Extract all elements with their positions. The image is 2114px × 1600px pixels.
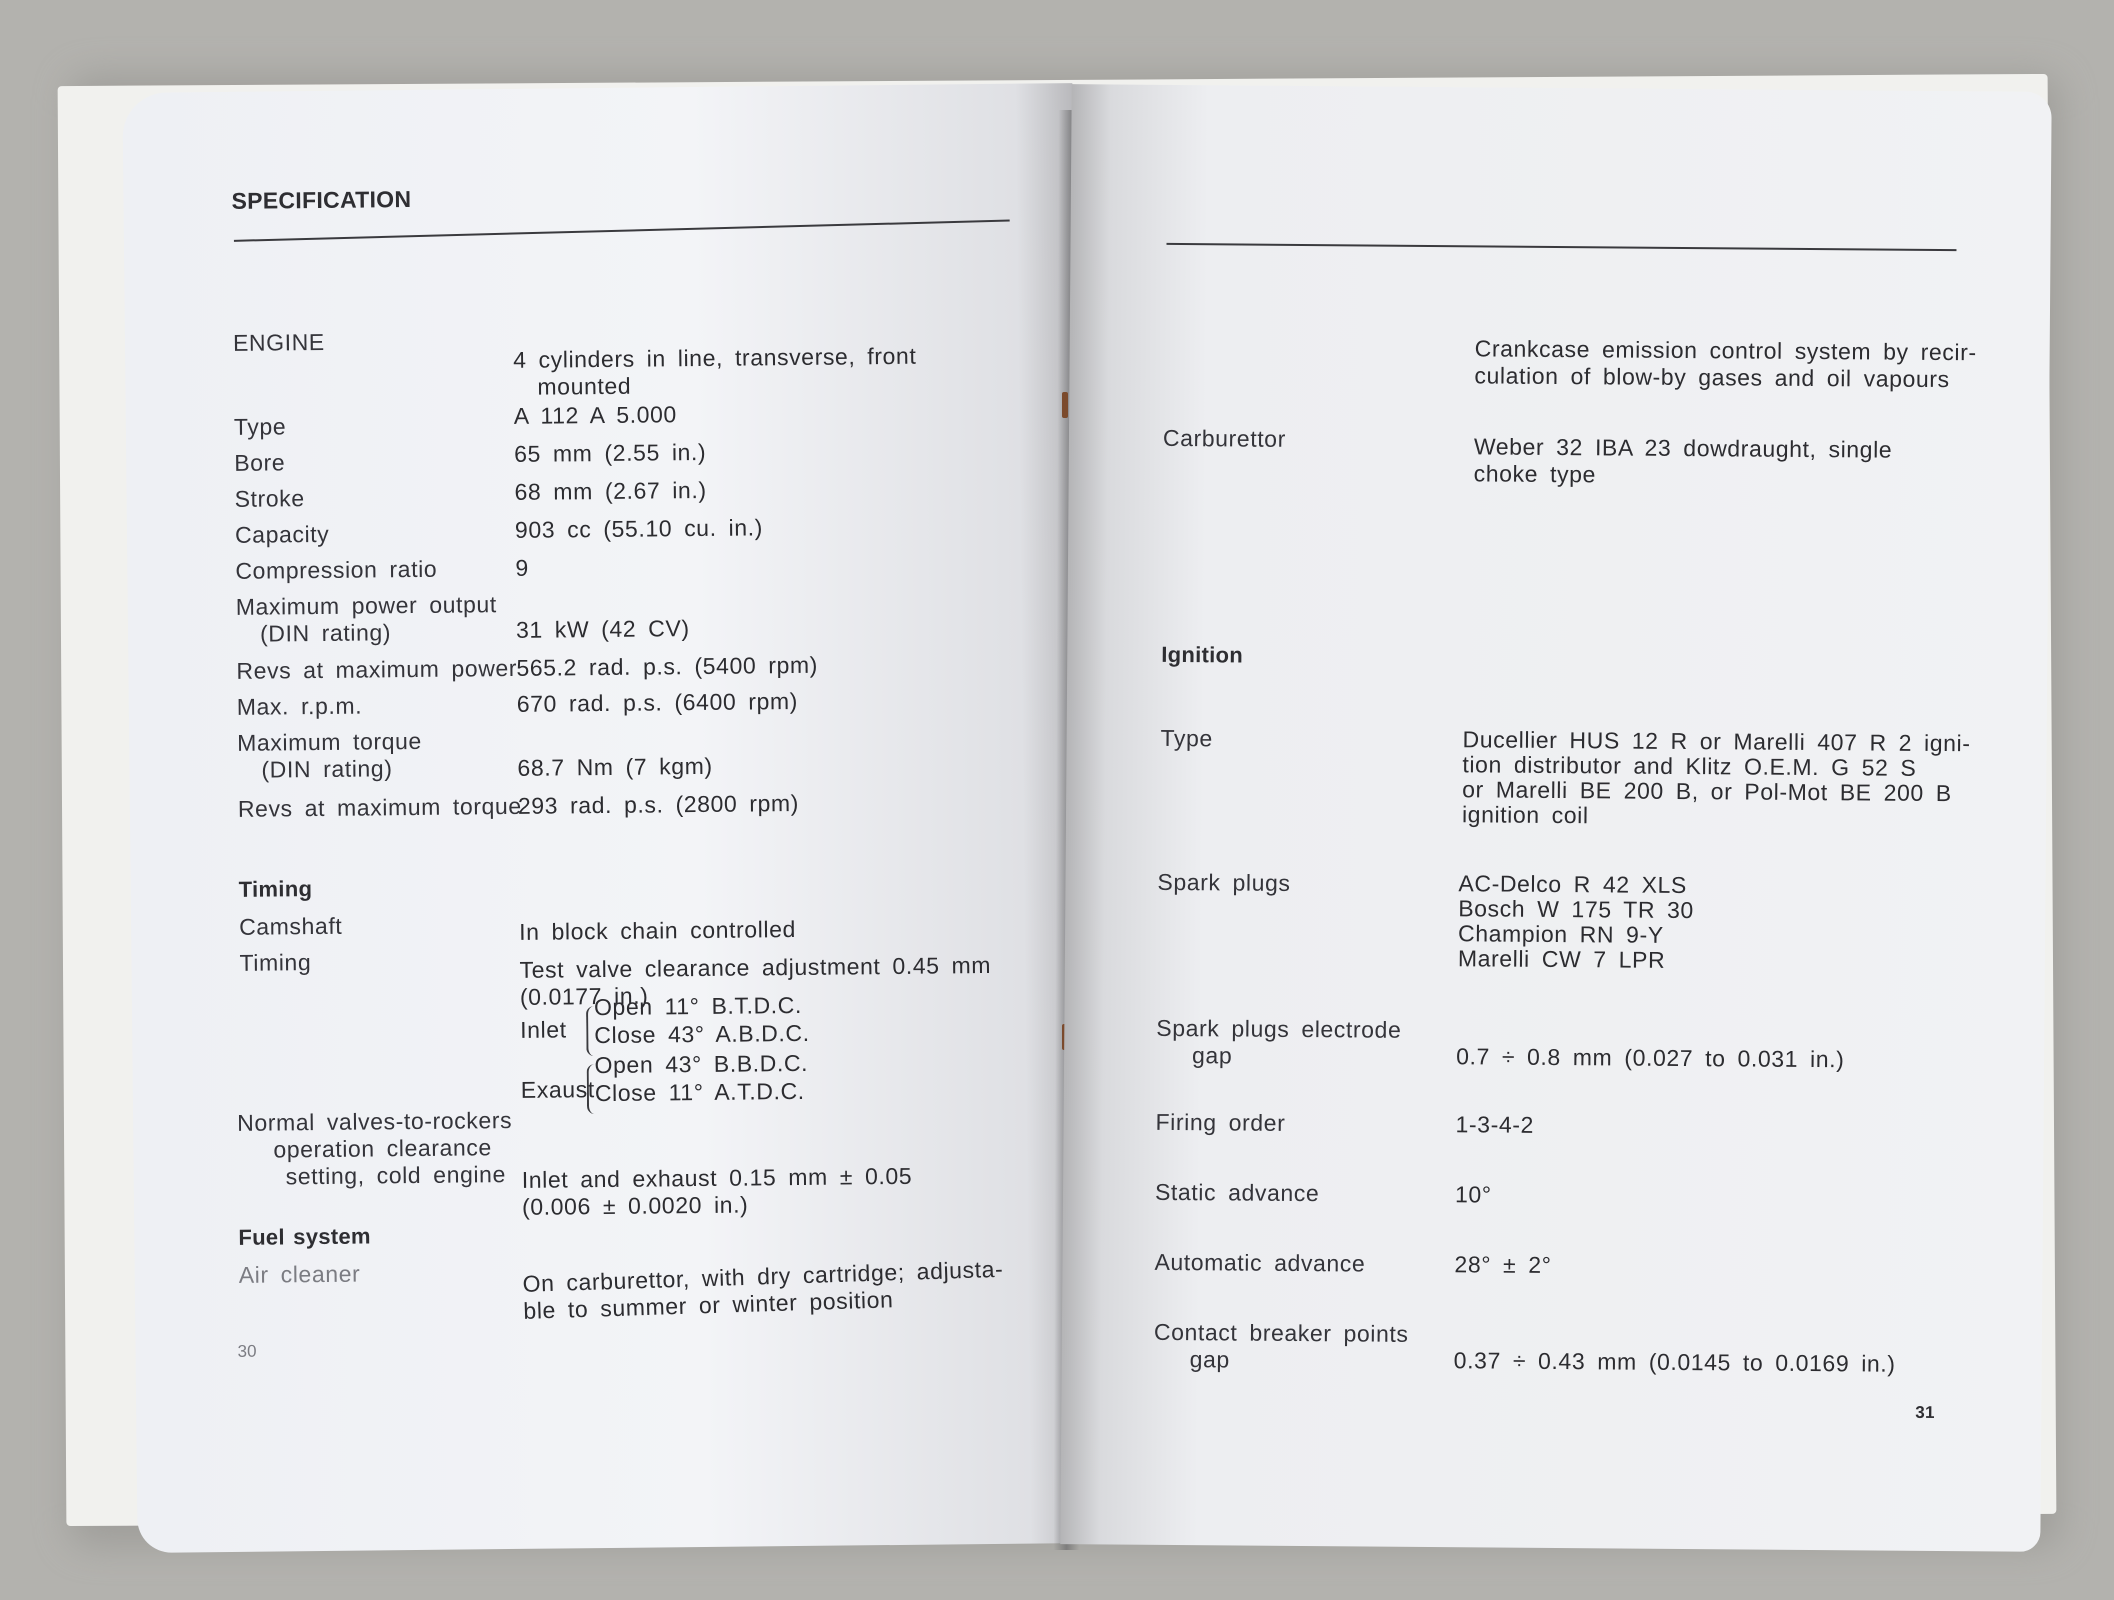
spec-value-stroke: 68 mm (2.67 in.) — [514, 476, 707, 505]
page-title: SPECIFICATION — [231, 185, 412, 214]
clearance-label: Normal valves-to-rockers operation clearance setting, cold engine — [237, 1106, 513, 1190]
ignition-label-spark-plugs: Spark plugs — [1157, 868, 1291, 896]
inlet-open: Open 11° B.T.D.C. — [593, 991, 803, 1021]
spec-value-bore: 65 mm (2.55 in.) — [514, 438, 707, 467]
air-cleaner-value: On carburettor, with dry cartridge; adjusta- ble to summer or winter position — [522, 1255, 1004, 1324]
spec-value-max-power: 31 kW (42 CV) — [515, 615, 690, 643]
spec-value-compression: 9 — [515, 554, 529, 581]
ignition-value-type: Ducellier HUS 12 R or Marelli 407 R 2 igni- tion distributor and Klitz O.E.M. G 52 S or Marelli BE 200 B, or Pol-Mot BE 200 B ignition coil — [1461, 726, 1971, 829]
left-page — [122, 83, 1087, 1553]
timing-heading: Timing — [238, 876, 313, 902]
staple-top — [1062, 392, 1068, 418]
ignition-label-breaker-gap: Contact breaker points gap — [1153, 1318, 1409, 1373]
carburettor-value: Weber 32 IBA 23 dowdraught, single choke type — [1473, 433, 1893, 488]
inlet-label: Inlet — [520, 1016, 567, 1043]
spec-label-compression: Compression ratio — [235, 555, 438, 584]
ignition-label-electrode-gap: Spark plugs electrode gap — [1156, 1014, 1402, 1069]
ignition-heading: Ignition — [1161, 641, 1244, 668]
ignition-value-static-advance: 10° — [1454, 1181, 1492, 1208]
spec-label-stroke: Stroke — [234, 485, 305, 512]
ignition-value-automatic-advance: 28° ± 2° — [1454, 1251, 1552, 1278]
page-number-left: 30 — [237, 1341, 257, 1361]
ignition-value-electrode-gap: 0.7 ÷ 0.8 mm (0.027 to 0.031 in.) — [1456, 1043, 1845, 1073]
carburettor-label: Carburettor — [1162, 424, 1287, 452]
camshaft-label: Camshaft — [238, 912, 343, 940]
air-cleaner-label: Air cleaner — [238, 1260, 361, 1288]
spec-label-max-power: Maximum power output (DIN rating) — [235, 591, 497, 647]
spec-value-revs-torque: 293 rad. p.s. (2800 rpm) — [517, 789, 800, 819]
engine-heading: ENGINE — [232, 328, 325, 356]
ignition-label-firing-order: Firing order — [1155, 1108, 1286, 1136]
timing-value: Test valve clearance adjustment 0.45 mm (0.0177 in.) — [519, 951, 992, 1010]
spec-label-bore: Bore — [234, 449, 286, 476]
ignition-value-firing-order: 1-3-4-2 — [1455, 1111, 1535, 1138]
spec-value-type: A 112 A 5.000 — [513, 401, 677, 429]
spec-label-capacity: Capacity — [234, 520, 330, 548]
spec-value-max-torque: 68.7 Nm (7 kgm) — [517, 752, 713, 781]
crankcase-value: Crankcase emission control system by recir- culation of blow-by gases and oil vapours — [1474, 335, 1977, 393]
spec-label-revs-power: Revs at maximum power — [236, 654, 518, 684]
spec-label-revs-torque: Revs at maximum torque — [237, 792, 522, 822]
ignition-value-breaker-gap: 0.37 ÷ 0.43 mm (0.0145 to 0.0169 in.) — [1453, 1347, 1896, 1377]
clearance-value: Inlet and exhaust 0.15 mm ± 0.05 (0.006 ± 0.0020 in.) — [521, 1162, 913, 1220]
spec-value-max-rpm: 670 rad. p.s. (6400 rpm) — [516, 687, 799, 717]
timing-label: Timing — [239, 949, 312, 976]
exhaust-close: Close 11° A.T.D.C. — [594, 1077, 805, 1107]
camshaft-value: In block chain controlled — [519, 916, 797, 945]
exhaust-open: Open 43° B.B.D.C. — [594, 1049, 809, 1079]
ignition-label-automatic-advance: Automatic advance — [1154, 1248, 1366, 1277]
engine-description: 4 cylinders in line, transverse, front mounted — [513, 342, 917, 400]
spec-value-capacity: 903 cc (55.10 cu. in.) — [514, 514, 764, 543]
spec-value-revs-power: 565.2 rad. p.s. (5400 rpm) — [516, 651, 819, 681]
spec-label-max-rpm: Max. r.p.m. — [236, 692, 363, 720]
spec-label-max-torque: Maximum torque (DIN rating) — [237, 727, 423, 783]
ignition-label-type: Type — [1160, 724, 1213, 752]
right-page — [1060, 84, 2051, 1552]
title-rule — [234, 220, 1010, 242]
exhaust-label: Exaust — [520, 1076, 595, 1103]
ignition-value-spark-plugs: AC-Delco R 42 XLS Bosch W 175 TR 30 Champion RN 9-Y Marelli CW 7 LPR — [1457, 870, 1694, 973]
header-rule — [1166, 243, 1956, 251]
fuel-heading: Fuel system — [238, 1223, 371, 1250]
spec-label-type: Type — [233, 413, 287, 440]
inlet-close: Close 43° A.B.D.C. — [594, 1019, 810, 1049]
page-number-right: 31 — [1915, 1402, 1935, 1422]
ignition-label-static-advance: Static advance — [1154, 1178, 1320, 1207]
